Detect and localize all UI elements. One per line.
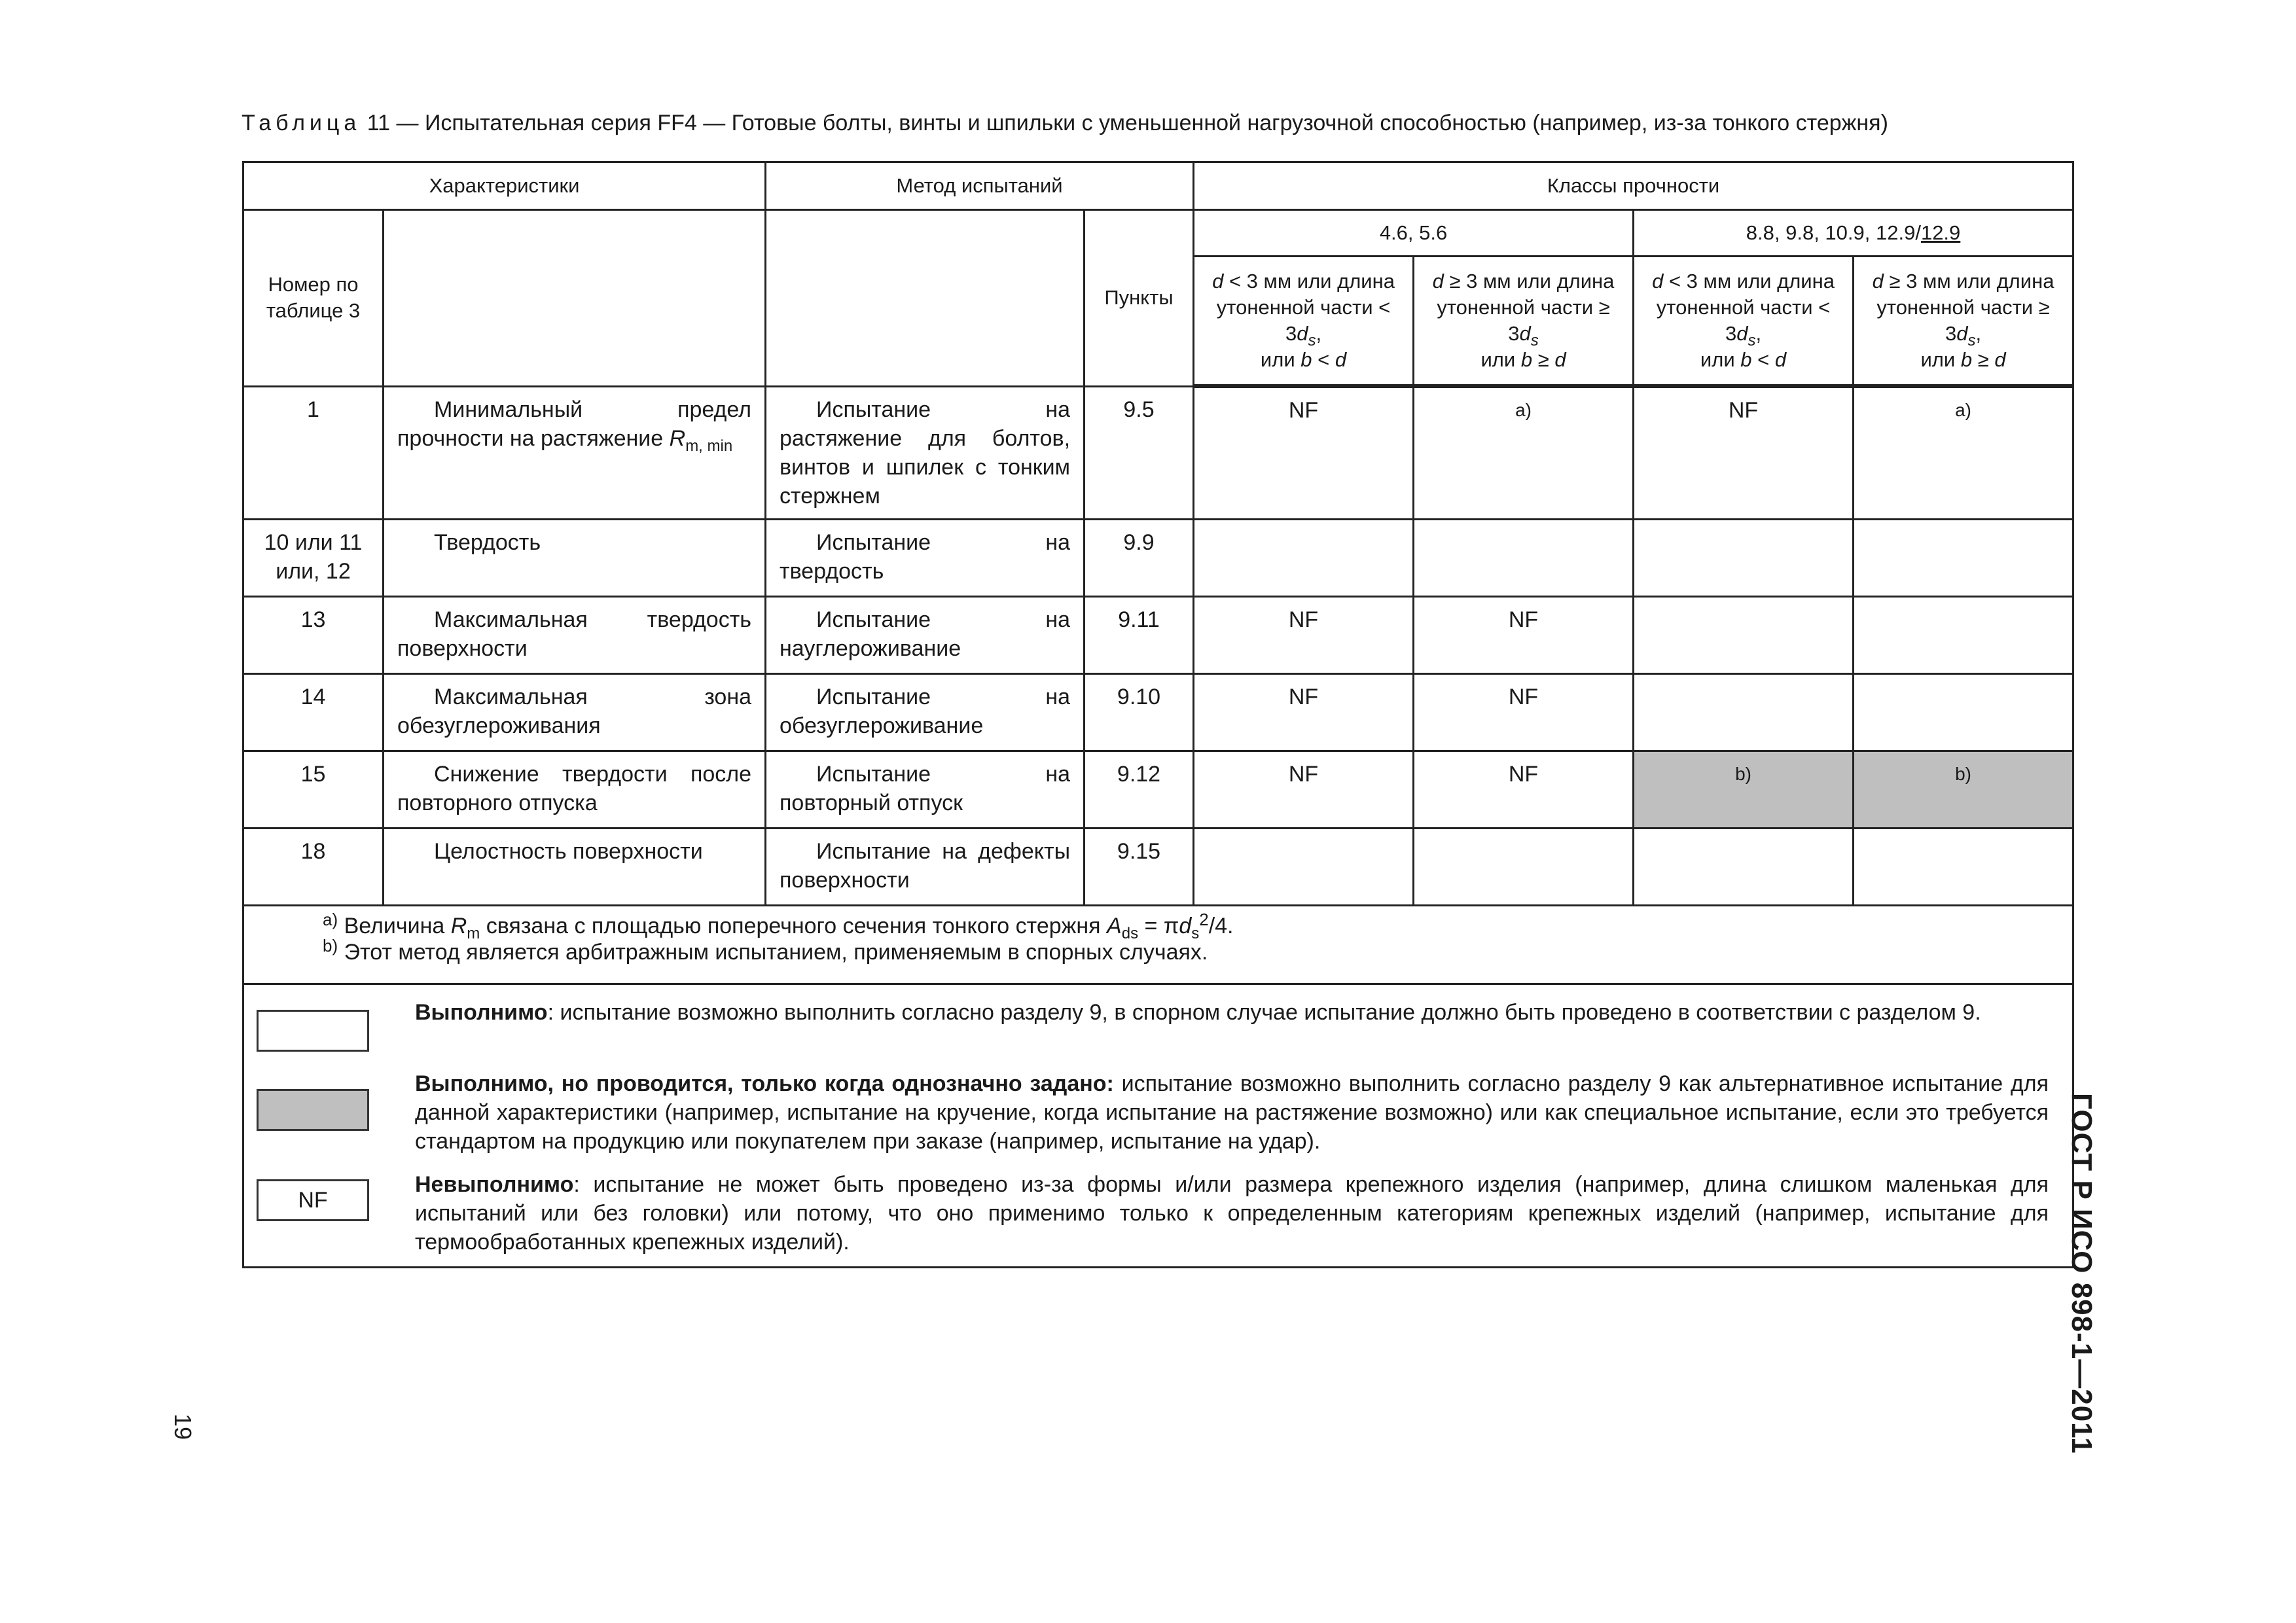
- table-caption: [242, 109, 2074, 137]
- table-row: [243, 596, 2073, 673]
- row-characteristic: Целостность поверхности: [384, 828, 766, 905]
- row-characteristic: Снижение твердости после повторного отпуска: [384, 751, 766, 828]
- header-row-2: [243, 210, 2073, 257]
- legend-feasible-text: [415, 998, 2049, 1027]
- legend-nf-swatch: NF: [257, 1179, 369, 1221]
- row-class-1: NF: [1194, 751, 1414, 828]
- footnote-ref: a): [1515, 400, 1532, 420]
- row-characteristic: Максимальная твердость поверхности: [384, 596, 766, 673]
- header-cond-1: d < 3 мм или длина утоненной части < $3d_s$, или b < d: [1194, 257, 1414, 387]
- row-class-4: [1854, 386, 2073, 519]
- legend-feasible-title: Выполнимо: [415, 999, 548, 1025]
- row-clause: 9.5: [1085, 386, 1194, 519]
- row-method: Испытание на науглероживание: [766, 596, 1085, 673]
- cond-1-or: или: [1260, 348, 1295, 371]
- row-class-3: NF: [1634, 386, 1854, 519]
- row-clause: 9.12: [1085, 751, 1194, 828]
- legend-nf-desc: : испытание не может быть проведено из-за формы и/или размера крепежного изделия (например, длина слишком маленькая для испытаний или без головки) или потому, что оно применимо только к определенным категориям крепежных изделий (например, испытание для термообработанных крепежных изделий).: [415, 1171, 2049, 1255]
- row-class-4: [1854, 673, 2073, 751]
- header-group-2: [1634, 210, 2073, 257]
- footnote-a: $^{a)}$ Величина $R_m$ связана с площадью поперечного сечения тонкого стержня $A_{ds} = \pi d_s^2/4$.: [323, 909, 1234, 942]
- row-class-1: [1194, 828, 1414, 905]
- header-classes: Классы прочности: [1194, 162, 2073, 210]
- row-class-2: NF: [1414, 751, 1634, 828]
- row-class-1: [1194, 519, 1414, 596]
- table-row: [243, 386, 2073, 519]
- row-clause: 9.11: [1085, 596, 1194, 673]
- table-row: [243, 828, 2073, 905]
- footnote-a-text-3: /4.: [1208, 913, 1234, 938]
- char-subscript: m, min: [685, 437, 733, 455]
- cond-2-text: ≥ 3 мм или длина утоненной части ≥ 3: [1437, 270, 1615, 345]
- legend-row: [243, 984, 2073, 1267]
- footnote-a-mark: a): [323, 909, 338, 929]
- row-clause: 9.9: [1085, 519, 1194, 596]
- header-characteristics: Характеристики: [243, 162, 766, 210]
- legend: [243, 984, 2073, 1267]
- footnotes-row: [243, 905, 2073, 984]
- row-class-3: [1634, 519, 1854, 596]
- footnotes: [243, 905, 2073, 984]
- cond-2-or: или: [1480, 348, 1516, 371]
- table-row: [243, 519, 2073, 596]
- row-class-1: NF: [1194, 673, 1414, 751]
- row-method: Испытание на твердость: [766, 519, 1085, 596]
- row-number: 13: [243, 596, 384, 673]
- legend-conditional-text: [415, 1069, 2049, 1156]
- footnote-ref: b): [1955, 763, 1971, 784]
- row-characteristic: Твердость: [384, 519, 766, 596]
- row-class-3: [1634, 596, 1854, 673]
- group-2-underlined: 12.9: [1920, 221, 1961, 244]
- cond-4-text: ≥ 3 мм или длина утоненной части ≥ 3: [1876, 270, 2054, 345]
- legend-nf-title: Невыполнимо: [415, 1171, 574, 1197]
- row-class-3: [1634, 673, 1854, 751]
- row-characteristic: Максимальная зона обезуглероживания: [384, 673, 766, 751]
- row-method: Испытание на растяжение для болтов, винтов и шпилек с тонким стержнем: [766, 386, 1085, 519]
- footnote-ref: b): [1735, 763, 1751, 784]
- row-clause: 9.10: [1085, 673, 1194, 751]
- caption-prefix: Таблица: [242, 111, 361, 135]
- page-number: 19: [170, 1414, 196, 1440]
- legend-conditional-swatch: [257, 1089, 369, 1131]
- row-class-1: NF: [1194, 596, 1414, 673]
- footnote-b: [323, 935, 2059, 965]
- header-clauses: Пункты: [1085, 210, 1194, 387]
- footnote-b-mark: b): [323, 935, 338, 955]
- row-class-2: [1414, 828, 1634, 905]
- caption-text: 11 — Испытательная серия FF4 — Готовые болты, винты и шпильки с уменьшенной нагрузочной способностью (например, из-за тонкого стержня): [367, 111, 1888, 135]
- row-class-4-shaded: [1854, 751, 2073, 828]
- row-class-2: NF: [1414, 596, 1634, 673]
- row-class-2: [1414, 386, 1634, 519]
- cond-1-text: < 3 мм или длина утоненной части < 3: [1216, 270, 1395, 345]
- row-number: 14: [243, 673, 384, 751]
- legend-conditional-title: Выполнимо, но проводится, только когда однозначно задано:: [415, 1071, 1114, 1096]
- legend-conditional-desc: испытание возможно выполнить согласно разделу 9 как альтернативное испытание для данной характеристики (например, испытание на кручение, когда испытание на растяжение возможно) или как специальное испытание, если это требуется стандартом на продукцию или покупателем при заказе (например, испытание на удар).: [415, 1071, 2049, 1154]
- legend-feasible-desc: : испытание возможно выполнить согласно разделу 9, в спорном случае испытание должно быть проведено в соответствии с разделом 9.: [547, 999, 1981, 1025]
- row-method: Испытание на повторный отпуск: [766, 751, 1085, 828]
- footnote-b-text: Этот метод является арбитражным испытанием, применяемым в спорных случаях.: [344, 939, 1208, 965]
- footnote-ref: a): [1955, 400, 1971, 420]
- cond-3-or: или: [1700, 348, 1735, 371]
- row-method: Испытание на обезуглероживание: [766, 673, 1085, 751]
- cond-4-or: или: [1920, 348, 1956, 371]
- row-class-3: [1634, 828, 1854, 905]
- header-characteristic-blank: [384, 210, 766, 387]
- header-group-1: 4.6, 5.6: [1194, 210, 1634, 257]
- header-cond-4: d ≥ 3 мм или длина утоненной части ≥ $3d_s$, или b ≥ d: [1854, 257, 2073, 387]
- legend-nf-text: [415, 1170, 2049, 1257]
- header-number: Номер по таблице 3: [243, 210, 384, 387]
- row-class-3-shaded: [1634, 751, 1854, 828]
- row-number: 18: [243, 828, 384, 905]
- row-characteristic: Минимальный предел прочности на растяжение $R_{m, min}$: [384, 386, 766, 519]
- footnote-a-text-1: Величина: [344, 913, 445, 938]
- footnote-a-text-2: связана с площадью поперечного сечения тонкого стержня: [486, 913, 1101, 938]
- row-class-2: [1414, 519, 1634, 596]
- header-method: Метод испытаний: [766, 162, 1194, 210]
- header-cond-3: d < 3 мм или длина утоненной части < $3d_s$, или b < d: [1634, 257, 1854, 387]
- table-row: [243, 673, 2073, 751]
- row-number: 1: [243, 386, 384, 519]
- group-2-text: 8.8, 9.8, 10.9, 12.9/: [1746, 221, 1921, 244]
- document-standard-title: ГОСТ Р ИСО 898-1—2011: [2066, 1093, 2098, 1454]
- row-class-4: [1854, 519, 2073, 596]
- row-clause: 9.15: [1085, 828, 1194, 905]
- row-number: 15: [243, 751, 384, 828]
- header-cond-2: d ≥ 3 мм или длина утоненной части ≥ $3d_s$ или b ≥ d: [1414, 257, 1634, 387]
- table-row: [243, 751, 2073, 828]
- row-method: Испытание на дефекты поверхности: [766, 828, 1085, 905]
- row-class-2: NF: [1414, 673, 1634, 751]
- header-method-blank: [766, 210, 1085, 387]
- row-class-4: [1854, 828, 2073, 905]
- char-text: Минимальный предел прочности на растяжение: [397, 397, 752, 451]
- legend-feasible-swatch: [257, 1010, 369, 1052]
- row-class-4: [1854, 596, 2073, 673]
- cond-3-text: < 3 мм или длина утоненной части < 3: [1656, 270, 1835, 345]
- row-class-1: NF: [1194, 386, 1414, 519]
- header-row-1: [243, 162, 2073, 210]
- row-number: 10 или 11 или, 12: [243, 519, 384, 596]
- test-series-table: [242, 161, 2074, 1268]
